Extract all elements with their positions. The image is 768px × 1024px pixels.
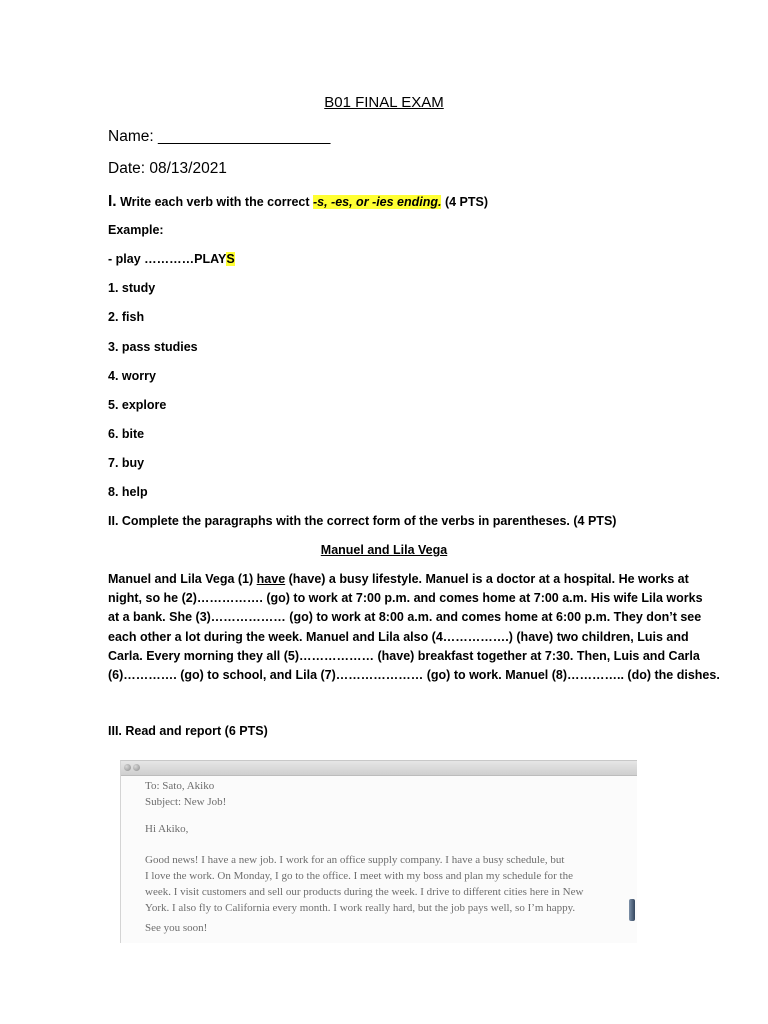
name-field: Name: ____________________ (108, 128, 331, 145)
paragraph-text: (have) a busy lifestyle. Manuel is a doctor at a hospital. He works at (285, 572, 689, 586)
list-item: 2. fish (108, 310, 145, 324)
example-text: - play …………PLAY (108, 252, 227, 266)
email-window (120, 760, 637, 943)
section1-numeral: I. (108, 193, 117, 210)
paragraph-text: Manuel and Lila Vega (1) (108, 572, 257, 586)
section1-instruction-b: (4 PTS) (441, 195, 489, 209)
date-field: Date: 08/13/2021 (108, 160, 227, 177)
list-item: 7. buy (108, 456, 145, 470)
section1-ending-highlight: -s, -es, or -ies ending. (312, 195, 442, 209)
scrollbar-thumb[interactable] (629, 899, 635, 921)
list-item: 8. help (108, 485, 148, 499)
section2-instruction: II. Complete the paragraphs with the correct form of the verbs in parentheses. (4 PTS) (108, 514, 617, 528)
list-item: 3. pass studies (108, 340, 198, 354)
answer-example: have (256, 572, 286, 586)
list-item: 1. study (108, 281, 156, 295)
example-highlight: S (226, 252, 235, 266)
list-item: 5. explore (108, 398, 167, 412)
paragraph-line: each other a lot during the week. Manuel and Lila also (4…………….) (have) two children, Luis and (108, 629, 689, 644)
example-label: Example: (108, 223, 164, 237)
email-body-line: Good news! I have a new job. I work for an office supply company. I have a busy schedule, but (145, 854, 565, 866)
list-item: 4. worry (108, 369, 156, 383)
story-paragraph (108, 570, 720, 685)
paragraph-line: at a bank. She (3)……………… (go) to work at 8:00 a.m. and comes home at 6:00 p.m. They don’t see (108, 610, 702, 625)
page-title: B01 FINAL EXAM (324, 94, 444, 111)
paragraph-line: night, so he (2)……………. (go) to work at 7:00 p.m. and comes home at 7:00 a.m. His wife Lila works (108, 591, 703, 606)
paragraph-line: Carla. Every morning they all (5)……………… (have) breakfast together at 7:30. Then, Luis and Carla (108, 648, 700, 663)
email-closing: See you soon! (145, 922, 208, 934)
window-close-icon (124, 764, 131, 771)
list-item: 6. bite (108, 427, 145, 441)
email-body-line: York. I also fly to California every month. I work really hard, but the job pays well, so I’m happy. (145, 902, 576, 914)
email-body-line: I love the work. On Monday, I go to the office. I meet with my boss and plan my schedule for the (145, 870, 573, 882)
window-minimize-icon (133, 764, 140, 771)
email-greeting: Hi Akiko, (145, 823, 189, 835)
email-subject: Subject: New Job! (145, 796, 227, 808)
window-titlebar (121, 761, 637, 776)
story-title: Manuel and Lila Vega (320, 543, 448, 557)
paragraph-line (108, 570, 689, 589)
section3-instruction: III. Read and report (6 PTS) (108, 724, 268, 738)
section1-instruction-a: Write each verb with the correct (116, 195, 313, 209)
paragraph-line: (6)…………. (go) to school, and Lila (7)………………… (go) to work. Manuel (8)………….. (do) the dishes. (108, 668, 720, 683)
email-body-line: week. I visit customers and sell our products during the week. I drive to different cities here in New (145, 886, 584, 898)
email-to: To: Sato, Akiko (145, 780, 215, 792)
section1-instruction (108, 193, 488, 211)
example-line (108, 252, 235, 266)
